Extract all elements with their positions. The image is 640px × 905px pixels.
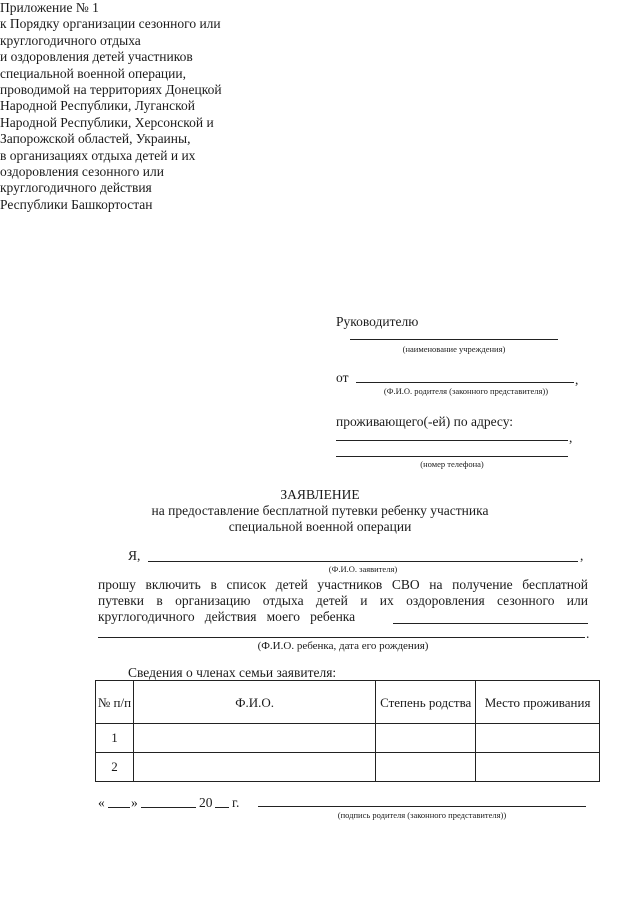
comma: , (569, 430, 573, 445)
table-row (96, 724, 600, 753)
date-close-quote: » (131, 795, 138, 810)
appendix-line: Народной Республики, Луганской (0, 98, 195, 114)
institution-field[interactable] (350, 339, 558, 340)
year-field[interactable] (215, 807, 229, 808)
signature-field[interactable] (258, 806, 586, 807)
appendix-line: Республики Башкортостан (0, 196, 153, 212)
name-cell[interactable] (133, 724, 375, 753)
appendix-line: к Порядку организации сезонного или (0, 16, 221, 32)
phone-field[interactable] (336, 456, 568, 457)
appendix-line: в организациях отдыха детей и их (0, 147, 196, 163)
institution-caption: (наименование учреждения) (402, 344, 506, 354)
row-number: 1 (96, 724, 134, 753)
day-field[interactable] (108, 807, 130, 808)
applicant-caption: (Ф.И.О. заявителя) (328, 564, 398, 574)
residence-cell[interactable] (476, 753, 600, 782)
applicant-name-field[interactable] (148, 561, 578, 562)
child-caption: (Ф.И.О. ребенка, дата его рождения) (257, 640, 429, 652)
year-suffix: г. (232, 795, 240, 810)
address-label: проживающего(-ей) по адресу: (336, 414, 514, 429)
column-header-residence: Место проживания (476, 681, 600, 724)
period: . (586, 626, 590, 641)
appendix-line: Приложение № 1 (0, 0, 99, 15)
family-table (95, 680, 600, 782)
residence-cell[interactable] (476, 724, 600, 753)
column-header-name: Ф.И.О. (133, 681, 375, 724)
appendix-line: круглогодичного отдыха (0, 32, 141, 48)
address-field[interactable] (336, 440, 568, 441)
request-text: круглогодичного действия моего ребенка (98, 609, 356, 624)
appendix-line: и оздоровления детей участников (0, 49, 193, 65)
comma: , (580, 548, 584, 563)
child-name-field[interactable] (393, 623, 588, 624)
document-subtitle: на предоставление бесплатной путевки ребенку участника (151, 503, 489, 518)
row-number: 2 (96, 753, 134, 782)
document-subtitle: специальной военной операции (228, 519, 412, 534)
appendix-line: оздоровления сезонного или (0, 164, 164, 180)
date-open-quote: « (98, 795, 105, 810)
column-header-relation: Степень родства (376, 681, 476, 724)
appendix-block (0, 0, 270, 213)
relation-cell[interactable] (376, 753, 476, 782)
appendix-line: специальной военной операции, (0, 65, 186, 81)
child-name-field-continued[interactable] (98, 637, 585, 638)
request-text: прошу включить в список детей участников СВО на получение бесплатной (98, 577, 588, 592)
i-label: Я, (128, 548, 141, 563)
parent-caption: (Ф.И.О. родителя (законного представителя)) (383, 386, 549, 396)
request-text: путевки в организацию отдыха детей и их оздоровления сезонного или (98, 593, 588, 608)
month-field[interactable] (141, 807, 196, 808)
appendix-line: Народной Республики, Херсонской и (0, 114, 214, 130)
addressee-label: Руководителю (336, 314, 419, 329)
document-title: ЗАЯВЛЕНИЕ (280, 487, 360, 502)
name-cell[interactable] (133, 753, 375, 782)
appendix-line: проводимой на территориях Донецкой (0, 82, 222, 98)
from-label: от (336, 370, 349, 385)
family-heading: Сведения о членах семьи заявителя: (128, 665, 337, 680)
table-header-row (96, 681, 600, 724)
appendix-line: Запорожской областей, Украины, (0, 131, 191, 147)
phone-caption: (номер телефона) (420, 459, 484, 469)
relation-cell[interactable] (376, 724, 476, 753)
signature-caption: (подпись родителя (законного представителя)) (337, 810, 507, 820)
appendix-line: круглогодичного действия (0, 180, 152, 196)
comma: , (575, 372, 579, 387)
parent-name-field[interactable] (356, 382, 574, 383)
table-row (96, 753, 600, 782)
year-prefix: 20 (199, 795, 213, 810)
column-header-number: № п/п (96, 681, 134, 724)
